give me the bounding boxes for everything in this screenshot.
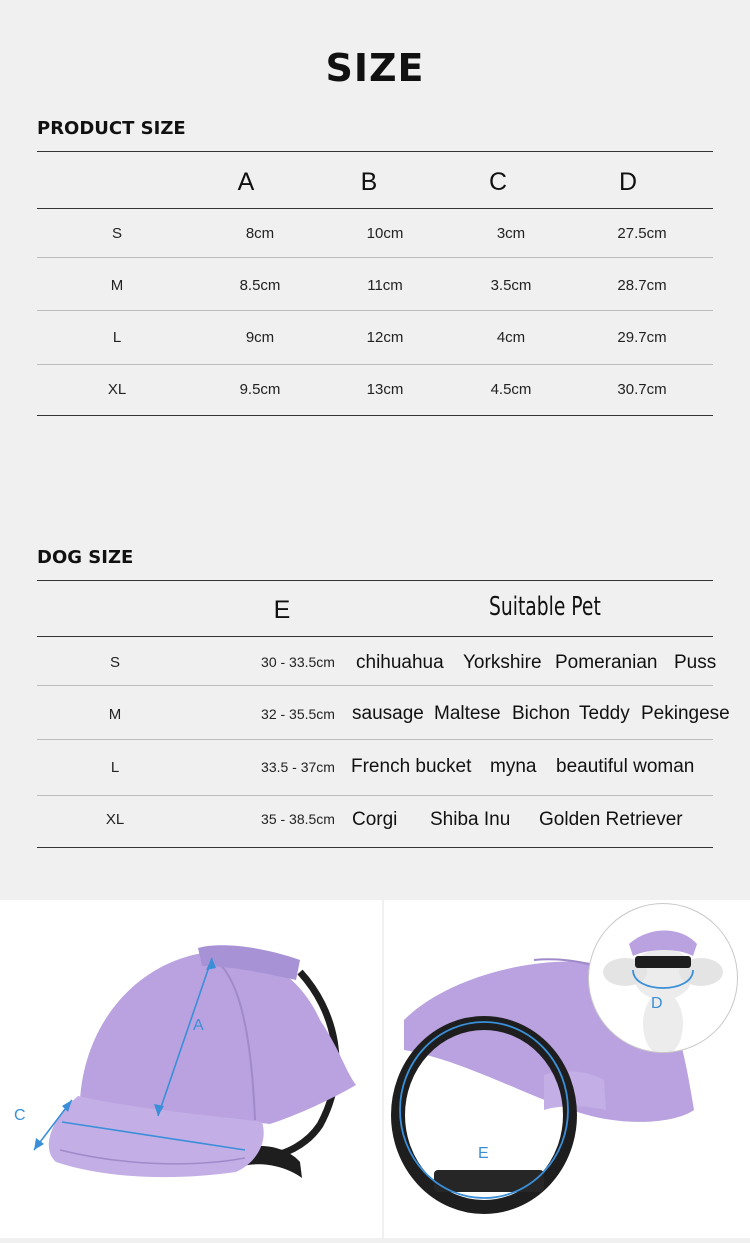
size-cell: S: [109, 654, 121, 671]
size-cell: M: [108, 706, 122, 723]
size-cell: XL: [105, 811, 125, 828]
size-cell: S: [111, 225, 123, 242]
column-header-a: A: [237, 168, 255, 196]
column-header-b: B: [360, 168, 378, 196]
value-c: 3cm: [496, 225, 526, 242]
row-divider: [37, 685, 713, 686]
column-header-e: E: [273, 596, 291, 624]
value-b: 10cm: [366, 225, 404, 242]
pet-name: beautiful woman: [556, 756, 695, 777]
value-d: 29.7cm: [617, 329, 667, 346]
value-d: 28.7cm: [617, 277, 667, 294]
neck-range: 32 - 35.5cm: [261, 706, 335, 722]
pet-name: Bichon: [512, 703, 571, 724]
pet-name: French bucket: [351, 756, 472, 777]
size-cell: L: [110, 759, 120, 776]
value-a: 9cm: [245, 329, 275, 346]
dog-fit-inset: [588, 903, 738, 1053]
size-cell: L: [112, 329, 122, 346]
pet-name: Puss: [674, 652, 717, 673]
pet-name: chihuahua: [356, 652, 444, 673]
column-header-c: C: [488, 168, 508, 196]
row-divider: [37, 310, 713, 311]
measure-label-e: E: [478, 1145, 489, 1162]
pet-name: sausage: [352, 703, 424, 724]
row-divider: [37, 739, 713, 740]
value-a: 8.5cm: [239, 277, 281, 294]
pet-name: Corgi: [352, 809, 398, 830]
value-b: 12cm: [366, 329, 404, 346]
value-b: 13cm: [366, 381, 404, 398]
table-rule: [37, 151, 713, 152]
neck-range: 35 - 38.5cm: [261, 811, 335, 827]
table-rule: [37, 208, 713, 209]
dog-size-heading: DOG SIZE: [37, 547, 134, 568]
pet-name: Pomeranian: [555, 652, 658, 673]
table-rule: [37, 636, 713, 637]
neck-range: 33.5 - 37cm: [261, 759, 335, 775]
pet-name: Yorkshire: [463, 652, 542, 673]
column-header-suitable-pet: Suitable Pet: [489, 592, 601, 622]
value-c: 3.5cm: [490, 277, 532, 294]
row-divider: [37, 257, 713, 258]
size-cell: M: [110, 277, 124, 294]
column-header-d: D: [618, 168, 638, 196]
table-rule: [37, 415, 713, 416]
value-d: 27.5cm: [617, 225, 667, 242]
cap-side-photo: [0, 900, 382, 1238]
pet-name: Maltese: [434, 703, 501, 724]
measure-label-c: C: [14, 1107, 26, 1124]
product-size-heading: PRODUCT SIZE: [37, 118, 186, 139]
row-divider: [37, 795, 713, 796]
measure-label-d: D: [651, 995, 663, 1012]
pet-name: Pekingese: [641, 703, 730, 724]
value-c: 4.5cm: [490, 381, 532, 398]
size-cell: XL: [107, 381, 127, 398]
table-rule: [37, 580, 713, 581]
value-d: 30.7cm: [617, 381, 667, 398]
neck-range: 30 - 33.5cm: [261, 654, 335, 670]
page-title: SIZE: [325, 46, 425, 90]
pet-name: Teddy: [579, 703, 630, 724]
pet-name: Shiba Inu: [430, 809, 511, 830]
row-divider: [37, 364, 713, 365]
value-b: 11cm: [367, 277, 403, 294]
pet-name: myna: [490, 756, 537, 777]
pet-name: Golden Retriever: [539, 809, 683, 830]
measure-label-a: A: [193, 1017, 204, 1034]
value-c: 4cm: [496, 329, 526, 346]
value-a: 8cm: [245, 225, 275, 242]
table-rule: [37, 847, 713, 848]
value-a: 9.5cm: [239, 381, 281, 398]
